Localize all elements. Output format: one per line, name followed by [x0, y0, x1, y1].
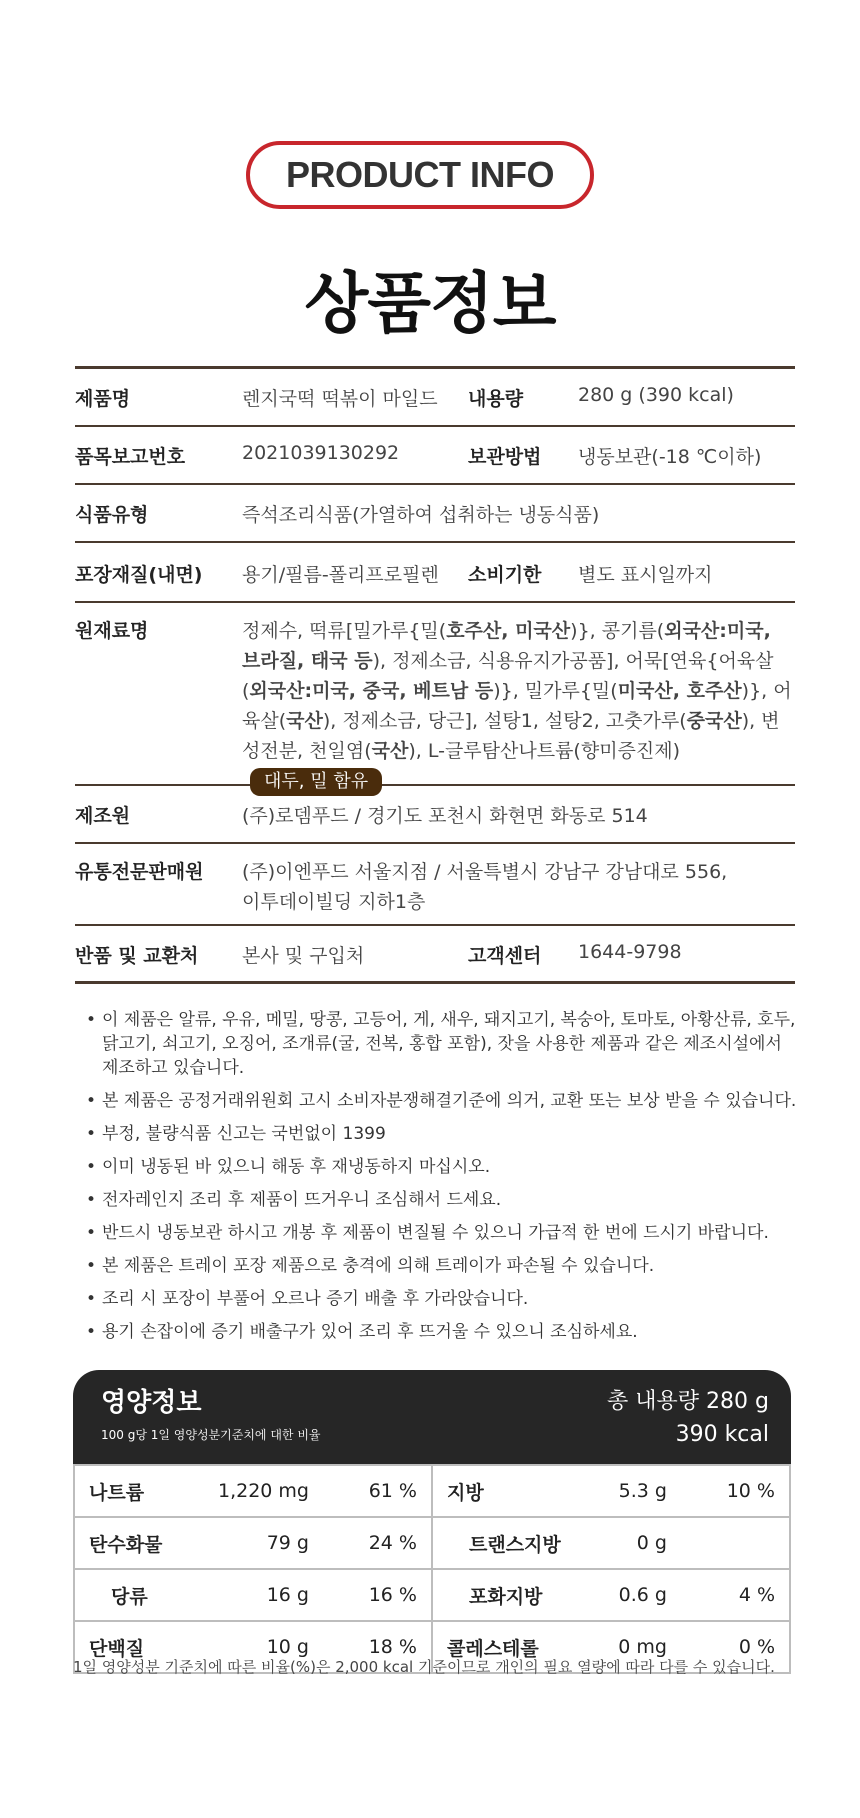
product-name-value: 렌지국떡 떡볶이 마일드 [242, 388, 438, 410]
caution-notes-list [82, 1008, 802, 1353]
food-type-value: 즉석조리식품(가열하여 섭취하는 냉동식품) [242, 504, 600, 526]
info-row-report-no [75, 427, 795, 485]
caution-note: • 반드시 냉동보관 하시고 개봉 후 제품이 변질될 수 있으니 가급적 한 번에 드시기 바랍니다. [82, 1221, 802, 1245]
return-value: 본사 및 구입처 [242, 945, 365, 967]
ingredients-value [242, 616, 795, 796]
packaging-label: 포장재질(내면) [75, 564, 203, 586]
food-type-label: 식품유형 [75, 504, 149, 526]
nutrition-total: 총 내용량 280 g [607, 1389, 769, 1414]
nutrient-percent: 24 % [368, 1532, 417, 1554]
distributor-label: 유통전문판매원 [75, 861, 204, 883]
nutrient-name: 트랜스지방 [469, 1533, 561, 1556]
storage-value: 냉동보관(-18 ℃이하) [578, 446, 762, 468]
nutrient-percent: 10 % [726, 1480, 775, 1502]
nutrient-name: 지방 [447, 1481, 484, 1504]
allergy-badge: 대두, 밀 함유 [250, 768, 382, 796]
nutrient-amount: 0 g [636, 1532, 667, 1554]
return-label: 반품 및 교환처 [75, 945, 199, 967]
expiry-label: 소비기한 [468, 564, 542, 586]
product-info-table [75, 366, 795, 984]
nutrient-amount: 10 g [266, 1636, 309, 1658]
distributor-value [242, 857, 795, 917]
nutrition-title: 영양정보 [101, 1388, 202, 1418]
packaging-value: 용기/필름-폴리프로필렌 [242, 564, 439, 586]
volume-value: 280 g (390 kcal) [578, 384, 734, 406]
caution-note: • 본 제품은 공정거래위원회 고시 소비자분쟁해결기준에 의거, 교환 또는 보상 받을 수 있습니다. [82, 1089, 802, 1113]
nutrient-percent: 4 % [738, 1584, 775, 1606]
product-info-badge: PRODUCT INFO [246, 141, 594, 209]
nutrient-percent: 0 % [738, 1636, 775, 1658]
report-no-label: 품목보고번호 [75, 446, 186, 468]
service-value: 1644-9798 [578, 941, 682, 963]
info-row-distributor [75, 844, 795, 926]
nutrient-amount: 5.3 g [618, 1480, 667, 1502]
distributor-line-1: (주)이엔푸드 서울지점 / 서울특별시 강남구 강남대로 556, [242, 861, 728, 883]
caution-note: • 본 제품은 트레이 포장 제품으로 충격에 의해 트레이가 파손될 수 있습니다. [82, 1254, 802, 1278]
report-no-value: 2021039130292 [242, 442, 400, 464]
info-row-return [75, 926, 795, 984]
nutrient-name: 포화지방 [469, 1585, 543, 1608]
nutrient-percent: 61 % [368, 1480, 417, 1502]
info-row-ingredients [75, 603, 795, 792]
nutrient-percent: 16 % [368, 1584, 417, 1606]
service-label: 고객센터 [468, 945, 542, 967]
caution-note: • 전자레인지 조리 후 제품이 뜨거우니 조심해서 드세요. [82, 1188, 802, 1212]
caution-note: • 조리 시 포장이 부풀어 오르나 증기 배출 후 가라앉습니다. [82, 1287, 802, 1311]
nutrient-amount: 79 g [266, 1532, 309, 1554]
page-title: 상품정보 [304, 265, 556, 342]
nutrient-name: 나트륨 [89, 1481, 145, 1504]
nutrient-amount: 16 g [266, 1584, 309, 1606]
nutrient-percent: 18 % [368, 1636, 417, 1658]
ingredients-text: 정제수, 떡류[밀가루{밀(호주산, 미국산)}, 콩기름(외국산:미국, 브라질, 태국 등), 정제소금, 식용유지가공품], 어묵[연육{어육살(외국산:미국, 중국, 베트남 등)}, 밀가루{밀(미국산, 호주산)}, 어육살(국산), 정제소금, 당근], 설탕1, 설탕2, 고춧가루(중국산), 변성전분, 천일염(국산), L-글루탐산나트륨(향미증진제) [242, 620, 792, 762]
nutrition-kcal: 390 kcal [675, 1422, 769, 1447]
nutrition-row [74, 1465, 790, 1517]
info-row-packaging [75, 543, 795, 603]
nutrient-amount: 0.6 g [618, 1584, 667, 1606]
nutrition-footnote: 1일 영양성분 기준치에 따른 비율(%)은 2,000 kcal 기준이므로 개인의 필요 열량에 따라 다를 수 있습니다. [73, 1658, 775, 1676]
nutrient-amount: 0 mg [618, 1636, 667, 1658]
expiry-value: 별도 표시일까지 [578, 564, 713, 586]
caution-note: • 이 제품은 알류, 우유, 메밀, 땅콩, 고등어, 게, 새우, 돼지고기, 복숭아, 토마토, 아황산류, 호두, 닭고기, 쇠고기, 오징어, 조개류(굴, 전복, 홍합 포함), 잣을 사용한 제품과 같은 제조시설에서 제조하고 있습니다. [82, 1008, 802, 1080]
caution-note: • 용기 손잡이에 증기 배출구가 있어 조리 후 뜨거울 수 있으니 조심하세요. [82, 1320, 802, 1344]
info-row-product-name [75, 369, 795, 427]
product-name-label: 제품명 [75, 388, 131, 410]
nutrient-name: 단백질 [89, 1637, 145, 1660]
nutrient-amount: 1,220 mg [217, 1480, 309, 1502]
nutrient-name: 탄수화물 [89, 1533, 163, 1556]
manufacturer-value: (주)로뎀푸드 / 경기도 포천시 화현면 화동로 514 [242, 805, 648, 827]
manufacturer-label: 제조원 [75, 805, 131, 827]
storage-label: 보관방법 [468, 446, 542, 468]
caution-note: • 부정, 불량식품 신고는 국번없이 1399 [82, 1122, 802, 1146]
nutrient-name: 콜레스테롤 [447, 1637, 539, 1660]
caution-note: • 이미 냉동된 바 있으니 해동 후 재냉동하지 마십시오. [82, 1155, 802, 1179]
nutrition-table [73, 1464, 791, 1674]
distributor-line-2: 이투데이빌딩 지하1층 [242, 891, 426, 913]
info-row-food-type [75, 485, 795, 543]
nutrient-name: 당류 [111, 1585, 148, 1608]
volume-label: 내용량 [468, 388, 524, 410]
nutrition-panel [73, 1370, 791, 1674]
nutrition-row [74, 1569, 790, 1621]
nutrition-subtitle: 100 g당 1일 영양성분기준치에 대한 비율 [101, 1428, 321, 1442]
nutrition-row [74, 1517, 790, 1569]
nutrition-header [73, 1370, 791, 1464]
ingredients-label: 원재료명 [75, 620, 149, 642]
